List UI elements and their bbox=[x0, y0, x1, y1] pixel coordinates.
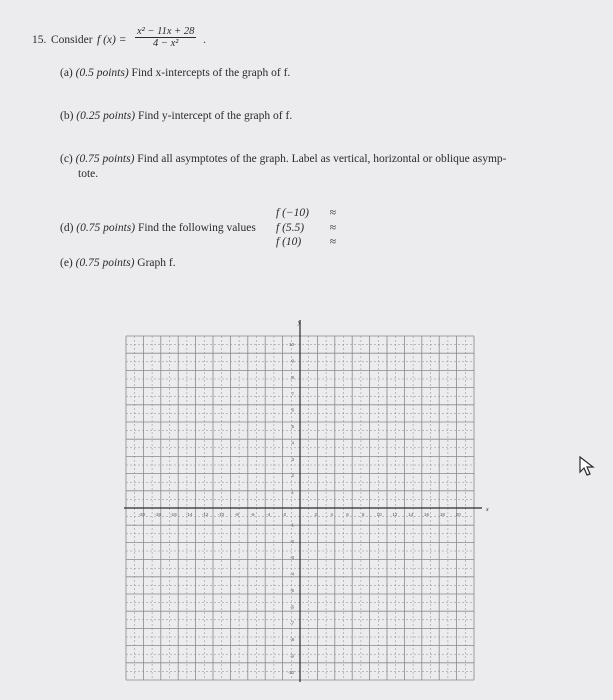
x-tick-label: -20 bbox=[138, 512, 146, 517]
x-tick-label: -18 bbox=[154, 512, 161, 517]
part-a bbox=[60, 67, 290, 79]
y-tick-label: 4 bbox=[291, 440, 294, 446]
part-c-label: (c) bbox=[60, 153, 73, 165]
x-tick-label: 20 bbox=[455, 512, 461, 517]
part-d-text: Find the following values bbox=[137, 222, 256, 234]
x-tick-label: -4 bbox=[266, 512, 271, 517]
y-tick-label: -3 bbox=[289, 555, 294, 561]
x-tick-label: 4 bbox=[330, 512, 333, 517]
value-row bbox=[276, 221, 336, 236]
function-lhs: f (x) = bbox=[97, 34, 127, 46]
problem-intro: Consider bbox=[51, 34, 93, 46]
y-tick-label: 8 bbox=[291, 374, 294, 380]
y-tick-label: -5 bbox=[289, 587, 294, 593]
part-c-points: (0.75 points) bbox=[75, 153, 135, 165]
part-e bbox=[60, 257, 176, 269]
value-expr: f (−10) bbox=[276, 207, 309, 219]
x-tick-label: -8 bbox=[234, 512, 239, 517]
part-d-points: (0.75 points) bbox=[76, 222, 136, 234]
x-tick-label: 6 bbox=[346, 512, 349, 517]
x-tick-label: -16 bbox=[170, 512, 177, 517]
approx-sign: ≈ bbox=[329, 236, 336, 248]
x-tick-label: -2 bbox=[282, 512, 287, 517]
y-tick-label: -7 bbox=[289, 620, 294, 626]
end-punct: . bbox=[203, 34, 206, 46]
part-d-label: (d) bbox=[60, 222, 74, 234]
x-axis-label: x bbox=[486, 507, 489, 513]
approx-sign: ≈ bbox=[329, 207, 336, 219]
y-tick-label: -8 bbox=[289, 637, 294, 643]
function-fraction bbox=[135, 26, 196, 49]
y-tick-label: -9 bbox=[289, 653, 294, 659]
x-tick-label: -12 bbox=[201, 512, 209, 517]
value-expr: f (10) bbox=[276, 236, 302, 248]
part-e-points: (0.75 points) bbox=[75, 257, 135, 269]
part-a-label: (a) bbox=[60, 67, 73, 79]
part-c-text-cont: tote. bbox=[78, 168, 99, 180]
value-expr: f (5.5) bbox=[276, 221, 305, 234]
value-row bbox=[276, 206, 336, 221]
y-tick-label: 5 bbox=[291, 424, 294, 430]
mouse-cursor-icon bbox=[577, 455, 597, 477]
part-a-text: Find x-intercepts of the graph of f. bbox=[131, 67, 291, 79]
x-tick-label: 10 bbox=[376, 512, 382, 517]
x-tick-label: 12 bbox=[392, 512, 398, 517]
denominator: 4 − x² bbox=[152, 38, 179, 49]
x-tick-label: 8 bbox=[362, 512, 365, 517]
x-tick-label: 14 bbox=[408, 512, 414, 517]
y-tick-label: 3 bbox=[291, 456, 294, 462]
y-tick-label: 6 bbox=[291, 407, 294, 413]
x-tick-label: 16 bbox=[424, 512, 430, 517]
y-tick-label: 7 bbox=[291, 391, 294, 397]
y-axis-label: y bbox=[298, 320, 301, 326]
part-e-text: Graph f. bbox=[137, 257, 176, 269]
part-c-text: Find all asymptotes of the graph. Label as vertical, horizontal or oblique asymp- bbox=[137, 153, 507, 165]
numerator: x² − 11x + 28 bbox=[137, 26, 195, 37]
part-e-label: (e) bbox=[60, 257, 73, 269]
y-tick-label: -2 bbox=[289, 538, 294, 544]
y-tick-label: 9 bbox=[291, 358, 294, 364]
x-tick-label: -14 bbox=[186, 512, 193, 517]
x-tick-label: 18 bbox=[439, 512, 445, 517]
value-row bbox=[276, 235, 336, 250]
y-tick-label: 2 bbox=[291, 473, 294, 479]
graph-grid[interactable] bbox=[118, 318, 490, 684]
part-d bbox=[60, 222, 256, 234]
values-table bbox=[276, 206, 336, 250]
part-b-points: (0.25 points) bbox=[76, 110, 136, 122]
x-tick-label: 2 bbox=[314, 512, 318, 517]
part-b-label: (b) bbox=[60, 110, 74, 122]
approx-sign: ≈ bbox=[329, 221, 336, 234]
y-tick-label: -1 bbox=[289, 522, 294, 528]
x-tick-label: -10 bbox=[217, 512, 225, 517]
y-tick-label: -10 bbox=[287, 669, 294, 675]
part-b bbox=[60, 110, 292, 122]
part-a-points: (0.5 points) bbox=[75, 67, 129, 79]
part-c bbox=[60, 153, 506, 165]
y-tick-label: 10 bbox=[288, 342, 294, 348]
y-tick-label: -6 bbox=[289, 604, 294, 610]
part-b-text: Find y-intercept of the graph of f. bbox=[137, 110, 293, 122]
y-tick-label: -4 bbox=[289, 571, 294, 577]
x-tick-label: -6 bbox=[250, 512, 255, 517]
problem-number: 15. bbox=[32, 34, 47, 46]
y-tick-label: 1 bbox=[291, 489, 294, 495]
